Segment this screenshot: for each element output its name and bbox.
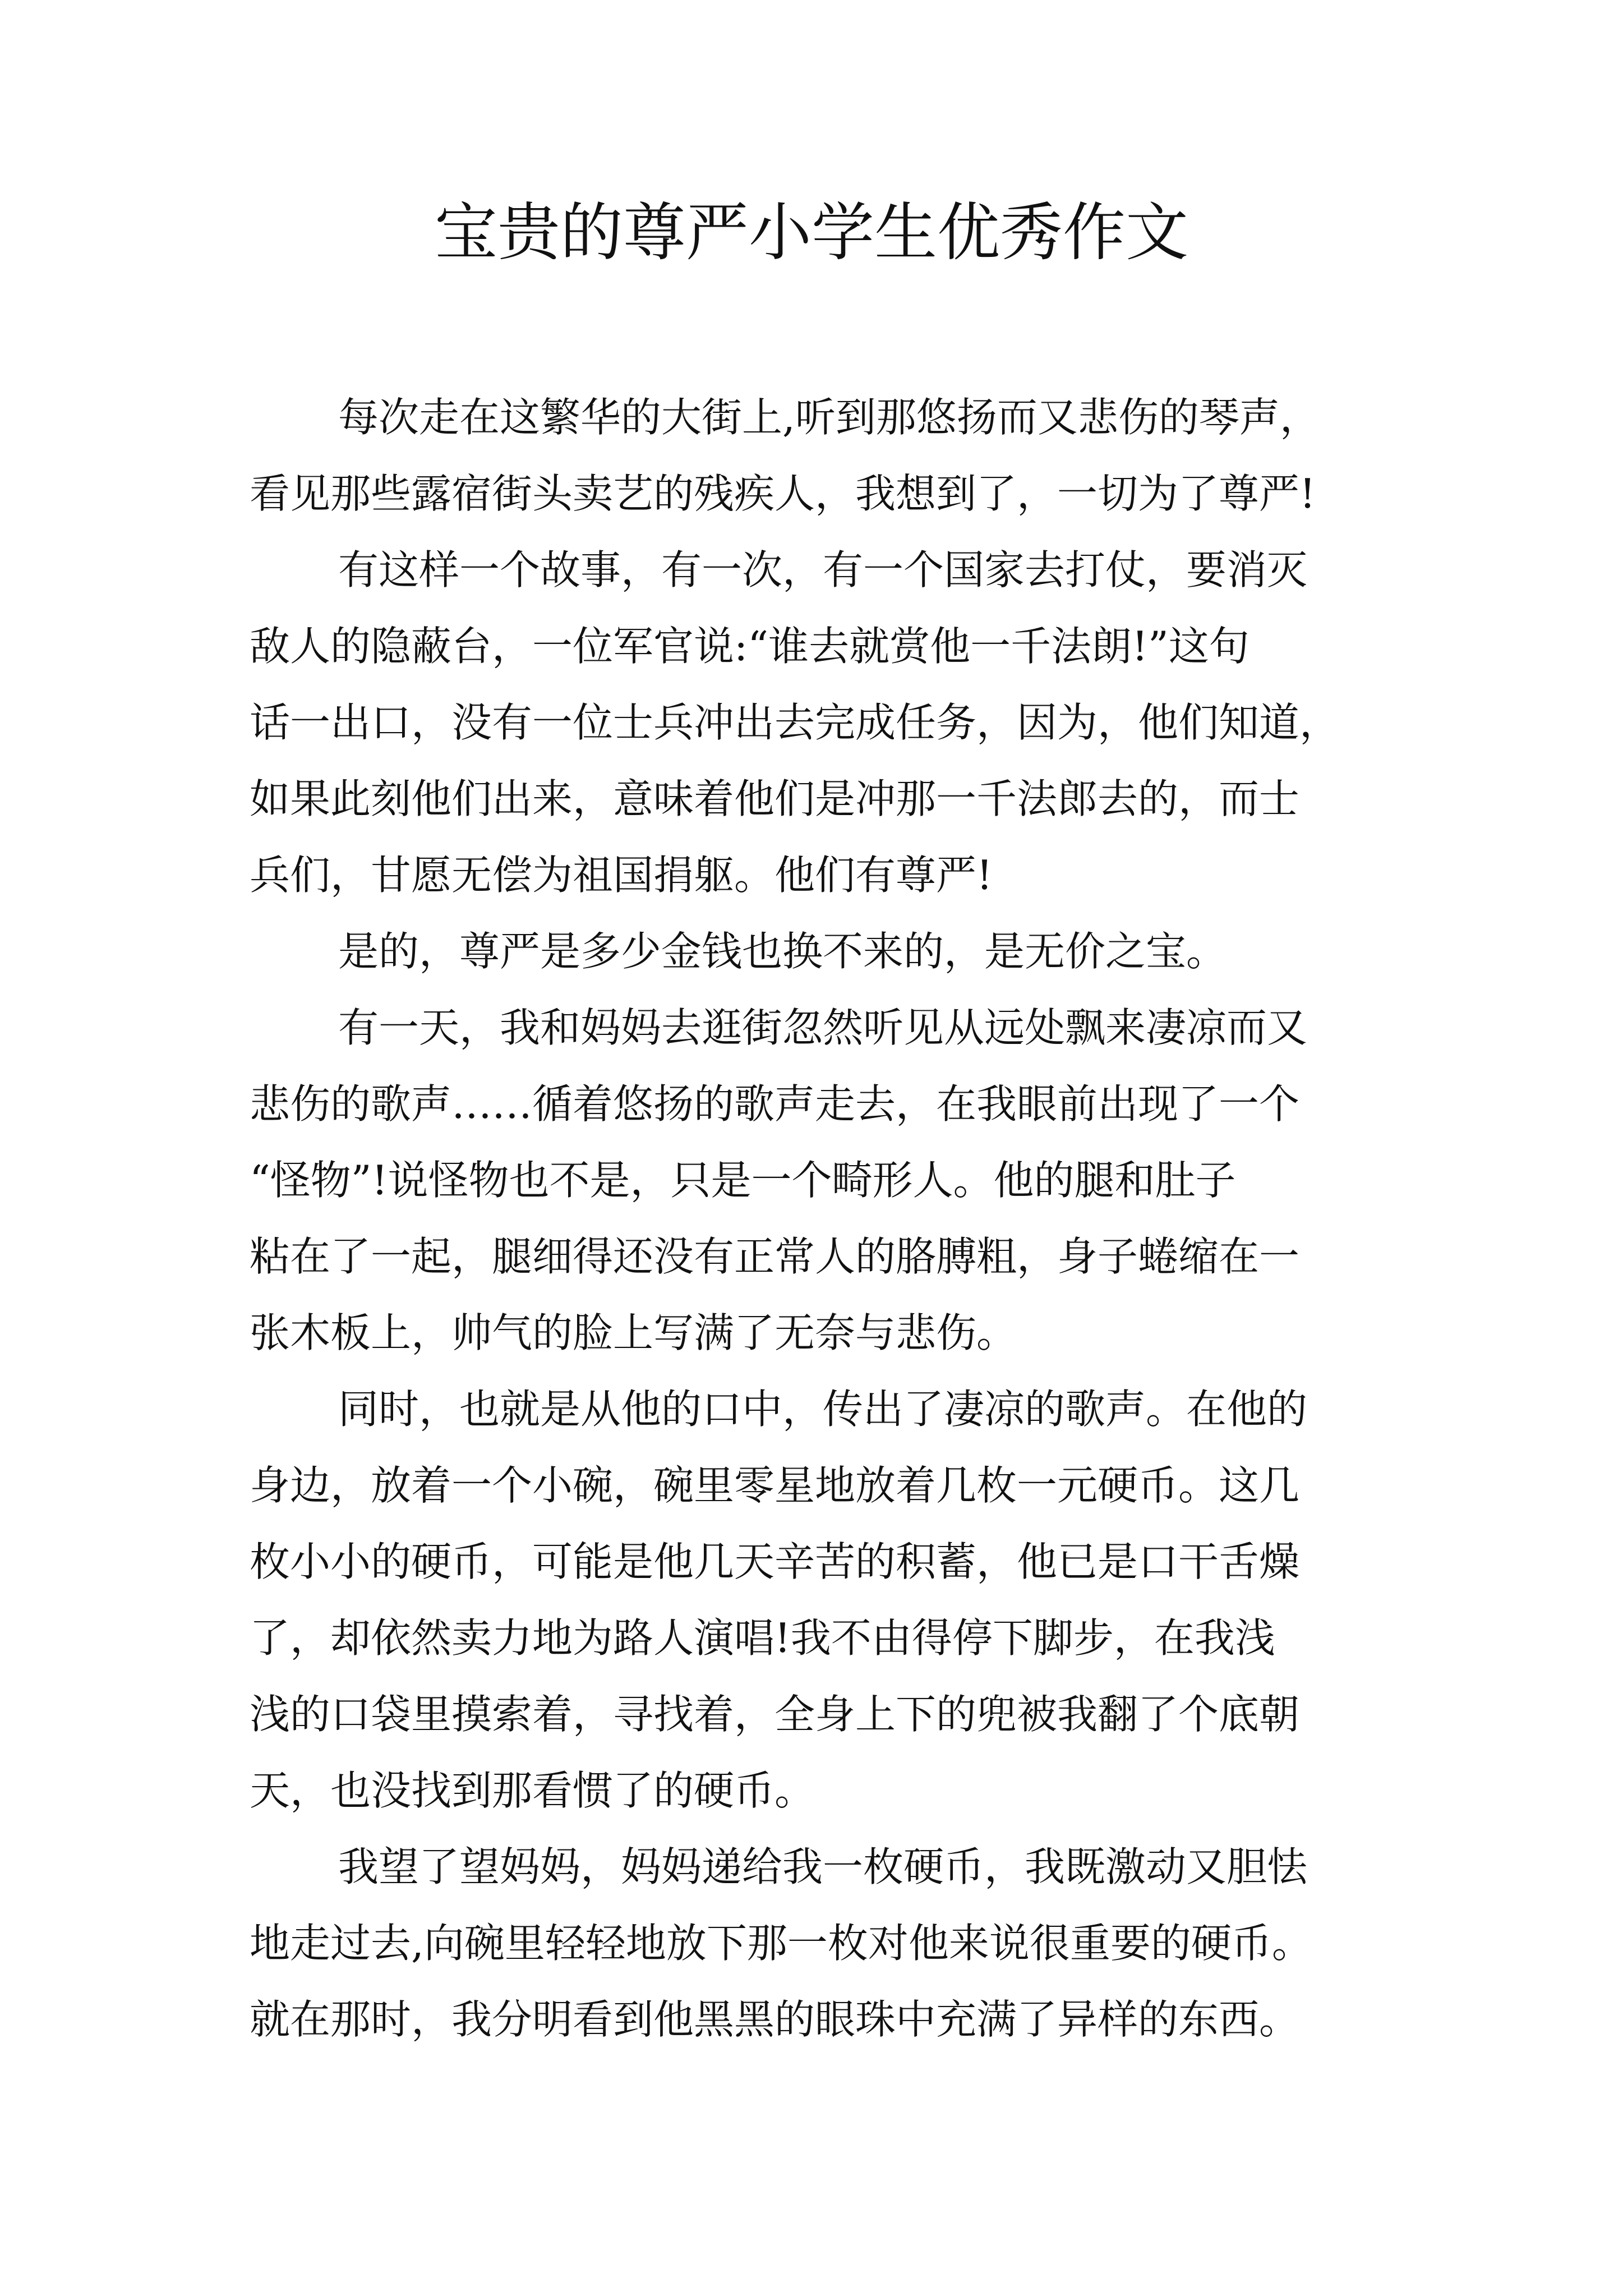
text-line: 地走过去,向碗里轻轻地放下那一枚对他来说很重要的硬币。 — [250, 1920, 1312, 1967]
text-line: 如果此刻他们出来，意味着他们是冲那一千法郎去的，而士 — [250, 775, 1300, 822]
text-line: 每次走在这繁华的大街上,听到那悠扬而又悲伤的琴声， — [338, 394, 1320, 441]
text-line: 兵们，甘愿无偿为祖国捐躯。他们有尊严! — [250, 852, 993, 899]
document-body — [250, 379, 1394, 2058]
text-line: 浅的口袋里摸索着，寻找着，全身上下的兜被我翻了个底朝 — [250, 1691, 1300, 1738]
text-line: 是的，尊严是多少金钱也换不来的，是无价之宝。 — [338, 928, 1227, 975]
text-line: “怪物”!说怪物也不是，只是一个畸形人。他的腿和肚子 — [250, 1157, 1236, 1204]
document-title: 宝贵的尊严小学生优秀作文 — [435, 196, 1188, 269]
text-line: 身边，放着一个小碗，碗里零星地放着几枚一元硬币。这几 — [250, 1462, 1300, 1509]
text-line: 同时，也就是从他的口中，传出了凄凉的歌声。在他的 — [338, 1386, 1308, 1433]
text-line: 张木板上，帅气的脸上写满了无奈与悲伤。 — [250, 1309, 1017, 1356]
text-line: 看见那些露宿街头卖艺的残疾人，我想到了，一切为了尊严! — [250, 470, 1316, 517]
text-line: 悲伤的歌声……循着悠扬的歌声走去，在我眼前出现了一个 — [250, 1080, 1300, 1128]
text-line: 粘在了一起，腿细得还没有正常人的胳膊粗，身子蜷缩在一 — [250, 1233, 1300, 1280]
text-line: 我望了望妈妈，妈妈递给我一枚硬币，我既激动又胆怯 — [338, 1843, 1308, 1890]
text-line: 就在那时，我分明看到他黑黑的眼珠中充满了异样的东西。 — [250, 1996, 1300, 2043]
text-line: 天，也没找到那看惯了的硬币。 — [250, 1767, 815, 1814]
text-line: 枚小小的硬币，可能是他几天辛苦的积蓄，他已是口干舌燥 — [250, 1538, 1300, 1585]
text-line: 了，却依然卖力地为路人演唱!我不由得停下脚步，在我浅 — [250, 1614, 1275, 1662]
text-line: 话一出口，没有一位士兵冲出去完成任务，因为，他们知道， — [250, 699, 1340, 746]
text-line: 有这样一个故事，有一次，有一个国家去打仗，要消灭 — [338, 546, 1308, 593]
text-line: 有一天，我和妈妈去逛街忽然听见从远处飘来凄凉而又 — [338, 1004, 1308, 1051]
text-line: 敌人的隐蔽台，一位军官说:“谁去就赏他一千法朗!”这句 — [250, 623, 1249, 670]
